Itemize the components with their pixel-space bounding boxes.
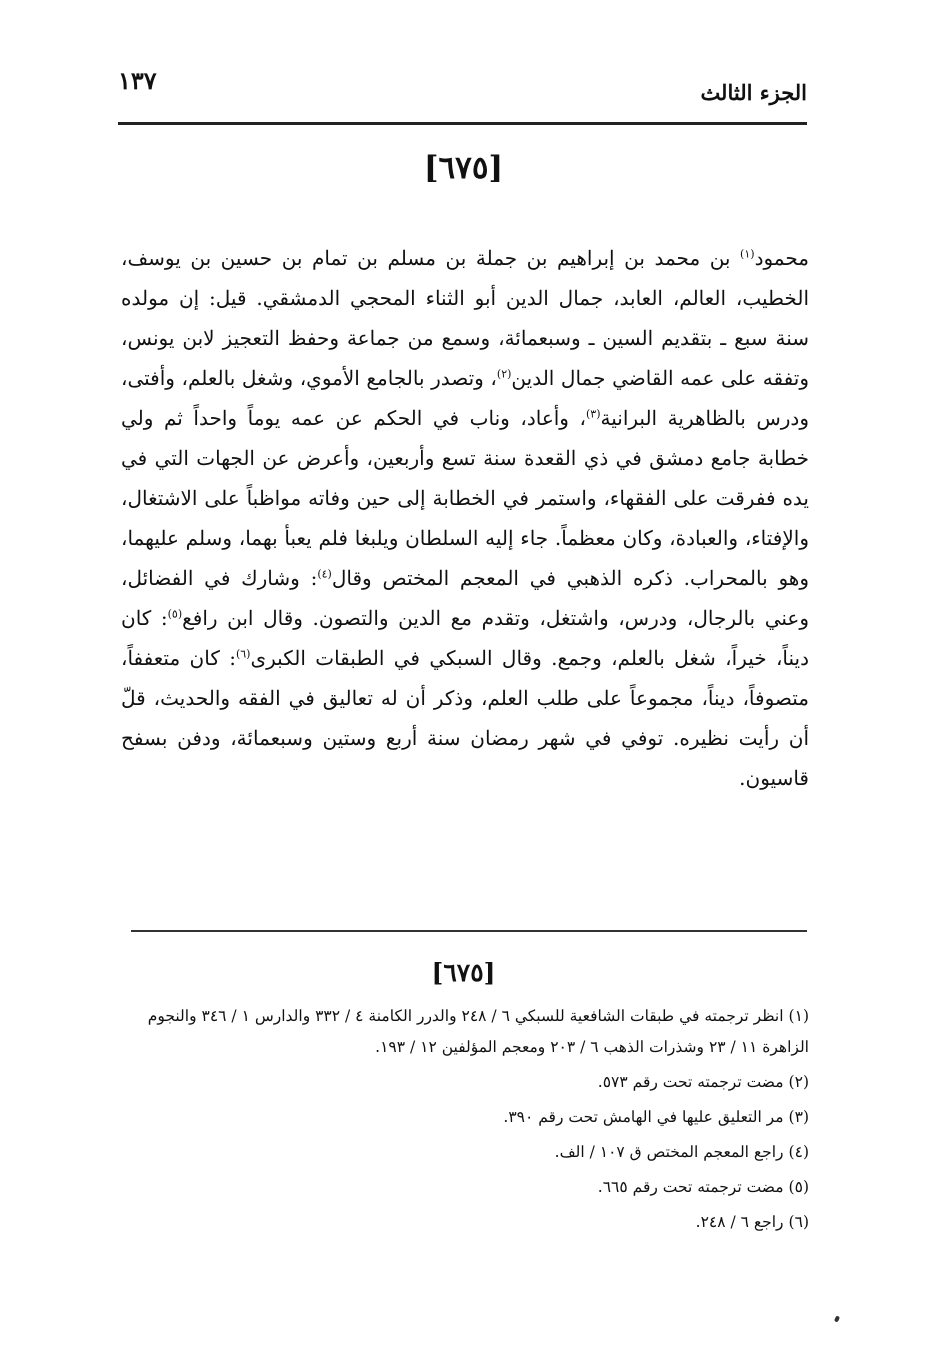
footnote-text: مضت ترجمته تحت رقم ٥٧٣.: [597, 1073, 784, 1091]
footnotes-heading: [٦٧٥]: [431, 958, 496, 987]
footnote-number: (٦): [788, 1213, 809, 1231]
biography-text-part-2: ، وتصدر بالجامع الأموي، وشغل بالعلم، وأفتى، ودرس بالظاهرية البرانية: [121, 366, 809, 430]
footnote-text: راجع المعجم المختص ق ١٠٧ / الف.: [554, 1143, 784, 1161]
header-rule: [118, 122, 807, 125]
part-title: الجزء الثالث: [700, 80, 807, 105]
footnote-rule: [131, 930, 807, 932]
footnote-number: (٣): [788, 1108, 809, 1126]
subject-name: محمود: [754, 246, 809, 270]
footnote-number: (١): [788, 1007, 809, 1025]
page-header: [118, 62, 807, 122]
footnote-item: [121, 1102, 809, 1133]
entry-number: [٦٧٥]: [423, 150, 504, 186]
footnote-ref-2: (٢): [496, 367, 512, 381]
footnote-item: [121, 1137, 809, 1168]
footnote-ref-3: (٣): [585, 407, 601, 421]
footnote-number: (٢): [788, 1073, 809, 1091]
page-number: ١٣٧: [118, 66, 157, 95]
stray-ink-mark: [834, 1315, 840, 1322]
biography-text-part-5: : كان ديناً، خيراً، شغل بالعلم، وجمع. وقال السبكي في الطبقات الكبرى: [121, 606, 810, 670]
footnote-number: (٤): [788, 1143, 809, 1161]
footnote-ref-5: (٥): [167, 607, 183, 621]
footnote-ref-1: (١): [740, 247, 755, 261]
footnote-ref-6: (٦): [235, 647, 251, 661]
footnote-text: انظر ترجمته في طبقات الشافعية للسبكي ٦ / ٢٤٨ والدرر الكامنة ٤ / ٣٣٢ والدارس ١ / ٣٤٦ والنجوم الزاهرة ١١ / ٢٣ وشذرات الذهب ٦ / ٢٠٣ ومعجم المؤلفين ١٢ / ١٩٣.: [147, 1007, 809, 1056]
footnotes-list: [121, 1001, 809, 1242]
footnote-item: [121, 1001, 809, 1063]
biography-text-part-6: : كان متعففاً، متصوفاً، ديناً، مجموعاً على طلب العلم، وذكر أن له تعاليق في الفقه والحديث، قلّ أن رأيت نظيره. توفي في شهر رمضان سنة أربع وستين وسبعمائة، ودفن بسفح قاسيون.: [121, 646, 809, 790]
footnote-text: مضت ترجمته تحت رقم ٦٦٥.: [597, 1178, 784, 1196]
footnote-text: مر التعليق عليها في الهامش تحت رقم ٣٩٠.: [503, 1108, 784, 1126]
biography-text-part-4: : وشارك في الفضائل، وعني بالرجال، ودرس، واشتغل، وتقدم مع الدين والتصون. وقال ابن رافع: [121, 566, 809, 630]
biography-text-part-3: ، وأعاد، وناب في الحكم عن عمه يوماً واحداً ثم ولي خطابة جامع دمشق في ذي القعدة سنة تسع وأربعين، وأعرض عن الجهات التي في يده ففرقت على الفقهاء، واستمر في الخطابة إلى حين وفاته مواظباً على الاشتغال، والإفتاء، والعبادة، وكان معظماً. جاء إليه السلطان ويلبغا فلم يعبأ بهما، وسلم عليهما، وهو بالمحراب. ذكره الذهبي في المعجم المختص وقال: [121, 406, 809, 590]
biography-text-part-1: بن محمد بن إبراهيم بن جملة بن مسلم بن تمام بن حسين بن يوسف، الخطيب، العالم، العابد، جمال الدين أبو الثناء المحجي الدمشقي. قيل: إن مولده سنة سبع ـ بتقديم السين ـ وسبعمائة، وسمع من جماعة وحفظ التعجيز لابن يونس، وتفقه على عمه القاضي جمال الدين: [121, 246, 810, 390]
biography-text: [121, 238, 809, 798]
footnote-number: (٥): [788, 1178, 809, 1196]
footnote-text: راجع ٦ / ٢٤٨.: [695, 1213, 784, 1231]
footnote-ref-4: (٤): [317, 567, 332, 581]
footnote-item: [121, 1172, 809, 1203]
footnote-item: [121, 1207, 809, 1238]
footnote-item: [121, 1067, 809, 1098]
